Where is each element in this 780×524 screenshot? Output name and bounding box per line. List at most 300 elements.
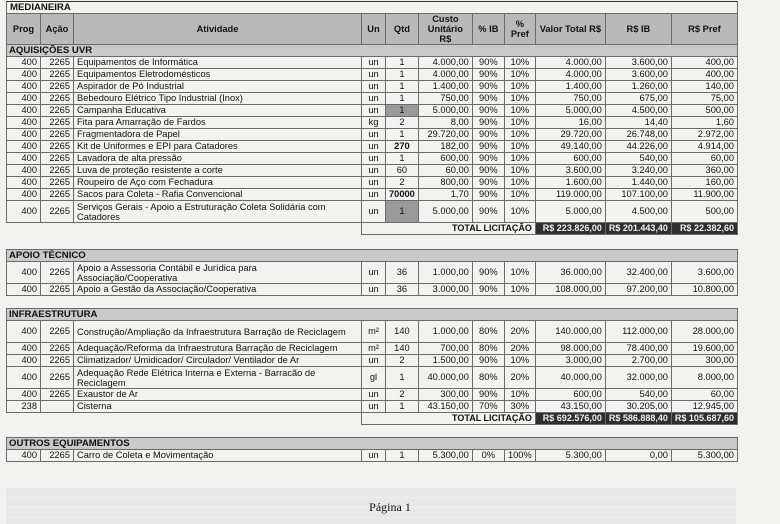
table-row (7, 69, 738, 81)
cell-valor-total: 36.000,00 (535, 262, 605, 284)
cell-valor-total: 5.300,00 (535, 450, 605, 462)
total-spacer (7, 413, 362, 425)
cell-atividade: Roupeiro de Aço com Fechadura (74, 177, 362, 189)
cell-qtd: 1 (386, 201, 419, 223)
cell-custo-unitario: 182,00 (418, 141, 472, 153)
cell-pct-ib: 90% (472, 57, 504, 69)
cell-prog: 238 (7, 401, 41, 413)
table-row (7, 355, 738, 367)
table-row (7, 321, 738, 343)
cell-un: un (362, 401, 386, 413)
cell-pct-ib: 90% (472, 389, 504, 401)
cell-qtd: 1 (386, 69, 419, 81)
cell-rs-ib: 97.200,00 (605, 284, 671, 296)
cell-rs-pref: 12.945,00 (671, 401, 737, 413)
cell-custo-unitario: 1,70 (418, 189, 472, 201)
cell-custo-unitario: 3.000,00 (418, 284, 472, 296)
cell-pct-pref: 20% (504, 343, 535, 355)
page-number: Página 1 (369, 500, 411, 514)
cell-pct-pref: 20% (504, 321, 535, 343)
cell-rs-ib: 107.100,00 (605, 189, 671, 201)
cell-custo-unitario: 600,00 (418, 153, 472, 165)
cell-un: un (362, 153, 386, 165)
cell-custo-unitario: 1.000,00 (418, 321, 472, 343)
cell-rs-pref: 140,00 (671, 81, 737, 93)
cell-qtd: 140 (386, 343, 419, 355)
cell-acao: 2265 (41, 81, 74, 93)
cell-atividade: Climatizador/ Umidicador/ Circulador/ Ventilador de Ar (74, 355, 362, 367)
table-row (7, 81, 738, 93)
cell-pct-pref: 100% (504, 450, 535, 462)
cell-pct-ib: 90% (472, 177, 504, 189)
cell-valor-total: 40.000,00 (535, 367, 605, 389)
cell-rs-pref: 60,00 (671, 153, 737, 165)
table-row (7, 389, 738, 401)
cell-un: un (362, 201, 386, 223)
cell-rs-pref: 1,60 (671, 117, 737, 129)
cell-custo-unitario: 5.000,00 (418, 201, 472, 223)
cell-prog: 400 (7, 367, 41, 389)
table-row (7, 129, 738, 141)
cell-custo-unitario: 29.720,00 (418, 129, 472, 141)
cell-un: un (362, 105, 386, 117)
cell-pct-ib: 90% (472, 153, 504, 165)
spacer-cell (7, 235, 738, 250)
cell-valor-total: 49.140,00 (535, 141, 605, 153)
cell-atividade: Equipamentos Eletrodomésticos (74, 69, 362, 81)
cell-acao: 2265 (41, 93, 74, 105)
cell-qtd: 2 (386, 355, 419, 367)
cell-pct-pref: 10% (504, 177, 535, 189)
cell-atividade: Exaustor de Ar (74, 389, 362, 401)
cell-un: un (362, 165, 386, 177)
cell-valor-total: 3.000,00 (535, 355, 605, 367)
cell-prog: 400 (7, 321, 41, 343)
cell-prog: 400 (7, 93, 41, 105)
cell-prog: 400 (7, 177, 41, 189)
total-rpref: R$ 105.687,60 (671, 413, 737, 425)
cell-acao: 2265 (41, 367, 74, 389)
section-header-row (7, 45, 738, 57)
cell-rs-ib: 675,00 (605, 93, 671, 105)
cell-atividade: Fita para Amarração de Fardos (74, 117, 362, 129)
section-title: INFRAESTRUTURA (7, 309, 738, 321)
cell-qtd: 140 (386, 321, 419, 343)
table-row (7, 284, 738, 296)
cell-un: un (362, 450, 386, 462)
cell-valor-total: 5.000,00 (535, 201, 605, 223)
cell-pct-ib: 0% (472, 450, 504, 462)
total-spacer (7, 223, 362, 235)
cell-rs-ib: 26.748,00 (605, 129, 671, 141)
cell-valor-total: 1.600,00 (535, 177, 605, 189)
cell-qtd: 1 (386, 153, 419, 165)
cell-custo-unitario: 8,00 (418, 117, 472, 129)
section-title: OUTROS EQUIPAMENTOS (7, 438, 738, 450)
cell-rs-pref: 4.914,00 (671, 141, 737, 153)
cell-pct-pref: 10% (504, 57, 535, 69)
cell-rs-pref: 400,00 (671, 57, 737, 69)
cell-atividade: Bebedouro Elétrico Tipo Industrial (Inox) (74, 93, 362, 105)
total-total: R$ 692.576,00 (535, 413, 605, 425)
cell-prog: 400 (7, 69, 41, 81)
cell-atividade: Construção/Ampliação da Infraestrutura Barração de Reciclagem (74, 321, 362, 343)
cell-custo-unitario: 43.150,00 (418, 401, 472, 413)
cell-rs-ib: 1.260,00 (605, 81, 671, 93)
cell-un: un (362, 189, 386, 201)
cell-qtd: 1 (386, 93, 419, 105)
section-spacer (7, 235, 738, 250)
cell-acao: 2265 (41, 201, 74, 223)
cell-pct-pref: 10% (504, 81, 535, 93)
cell-pct-pref: 10% (504, 105, 535, 117)
cell-qtd: 36 (386, 284, 419, 296)
cell-un: gl (362, 367, 386, 389)
cell-acao: 2265 (41, 57, 74, 69)
cell-atividade: Campanha Educativa (74, 105, 362, 117)
table-row (7, 57, 738, 69)
cell-un: un (362, 69, 386, 81)
cell-rs-pref: 2.972,00 (671, 129, 737, 141)
cell-acao: 2265 (41, 153, 74, 165)
cell-rs-pref: 160,00 (671, 177, 737, 189)
cell-qtd: 2 (386, 117, 419, 129)
cell-rs-ib: 32.400,00 (605, 262, 671, 284)
section-header-row (7, 309, 738, 321)
cell-atividade: Fragmentadora de Papel (74, 129, 362, 141)
cell-custo-unitario: 700,00 (418, 343, 472, 355)
document-title: MEDIANEIRA (7, 2, 738, 14)
cell-rs-pref: 500,00 (671, 105, 737, 117)
section-spacer (7, 425, 738, 438)
table-row (7, 401, 738, 413)
cell-atividade: Apoio a Gestão da Associação/Cooperativa (74, 284, 362, 296)
cell-un: m² (362, 321, 386, 343)
cell-rs-pref: 19.600,00 (671, 343, 737, 355)
cell-prog: 400 (7, 355, 41, 367)
header-custo-unitario: Custo Unitário R$ (418, 14, 472, 45)
cell-pct-ib: 90% (472, 117, 504, 129)
cell-rs-ib: 44.226,00 (605, 141, 671, 153)
cell-pct-pref: 10% (504, 201, 535, 223)
cell-un: un (362, 262, 386, 284)
cell-acao: 2265 (41, 177, 74, 189)
cell-atividade: Aspirador de Pó Industrial (74, 81, 362, 93)
budget-table (6, 1, 738, 462)
cell-un: m² (362, 343, 386, 355)
cell-atividade: Lavadora de alta pressão (74, 153, 362, 165)
cell-pct-ib: 90% (472, 69, 504, 81)
cell-pct-pref: 10% (504, 389, 535, 401)
cell-pct-ib: 80% (472, 321, 504, 343)
cell-prog: 400 (7, 153, 41, 165)
cell-valor-total: 4.000,00 (535, 57, 605, 69)
cell-atividade: Kit de Uniformes e EPI para Catadores (74, 141, 362, 153)
total-total: R$ 223.826,00 (535, 223, 605, 235)
cell-acao: 2265 (41, 189, 74, 201)
cell-acao: 2265 (41, 129, 74, 141)
cell-custo-unitario: 1.500,00 (418, 355, 472, 367)
cell-pct-ib: 90% (472, 355, 504, 367)
total-row (7, 413, 738, 425)
cell-rs-ib: 4.500,00 (605, 201, 671, 223)
cell-pct-pref: 10% (504, 355, 535, 367)
cell-qtd: 1 (386, 450, 419, 462)
section-title: APOIO TÉCNICO (7, 250, 738, 262)
cell-un: un (362, 355, 386, 367)
cell-pct-ib: 80% (472, 367, 504, 389)
cell-custo-unitario: 1.000,00 (418, 262, 472, 284)
cell-prog: 400 (7, 389, 41, 401)
cell-rs-ib: 32.000,00 (605, 367, 671, 389)
cell-rs-pref: 5.300,00 (671, 450, 737, 462)
cell-rs-ib: 3.600,00 (605, 57, 671, 69)
cell-pct-ib: 90% (472, 129, 504, 141)
cell-atividade: Apoio a Assessoria Contábil e Jurídica para Associação/Cooperativa (74, 262, 362, 284)
spacer-cell (7, 425, 738, 438)
cell-pct-ib: 90% (472, 201, 504, 223)
header-qtd: Qtd (386, 14, 419, 45)
cell-acao: 2265 (41, 117, 74, 129)
cell-atividade: Serviços Gerais - Apoio a Estruturação Coleta Solidária com Catadores (74, 201, 362, 223)
cell-acao: 2265 (41, 165, 74, 177)
cell-atividade: Sacos para Coleta - Rafia Convencional (74, 189, 362, 201)
cell-rs-pref: 8.000,00 (671, 367, 737, 389)
cell-pct-ib: 70% (472, 401, 504, 413)
cell-valor-total: 140.000,00 (535, 321, 605, 343)
cell-un: un (362, 129, 386, 141)
cell-prog: 400 (7, 57, 41, 69)
table-row (7, 177, 738, 189)
cell-un: un (362, 81, 386, 93)
section-header-row (7, 438, 738, 450)
cell-qtd: 270 (386, 141, 419, 153)
table-row (7, 450, 738, 462)
cell-prog: 400 (7, 141, 41, 153)
cell-valor-total: 43.150,00 (535, 401, 605, 413)
cell-pct-pref: 10% (504, 93, 535, 105)
cell-rs-pref: 75,00 (671, 93, 737, 105)
cell-rs-ib: 30.205,00 (605, 401, 671, 413)
cell-acao: 2265 (41, 262, 74, 284)
header-rs-pref: R$ Pref (671, 14, 737, 45)
cell-custo-unitario: 4.000,00 (418, 69, 472, 81)
cell-acao: 2265 (41, 389, 74, 401)
cell-qtd: 36 (386, 262, 419, 284)
cell-acao: 2265 (41, 450, 74, 462)
header-pct-pref: % Pref (504, 14, 535, 45)
table-row (7, 153, 738, 165)
cell-prog: 400 (7, 189, 41, 201)
header-valor-total: Valor Total R$ (535, 14, 605, 45)
cell-atividade: Cisterna (74, 401, 362, 413)
cell-custo-unitario: 5.000,00 (418, 105, 472, 117)
cell-custo-unitario: 60,00 (418, 165, 472, 177)
cell-valor-total: 108.000,00 (535, 284, 605, 296)
cell-rs-ib: 0,00 (605, 450, 671, 462)
table-row (7, 93, 738, 105)
header-un: Un (362, 14, 386, 45)
cell-custo-unitario: 800,00 (418, 177, 472, 189)
cell-acao: 2265 (41, 355, 74, 367)
total-rib: R$ 586.888,40 (605, 413, 671, 425)
cell-prog: 400 (7, 129, 41, 141)
cell-acao: 2265 (41, 69, 74, 81)
cell-qtd: 60 (386, 165, 419, 177)
cell-rs-ib: 3.600,00 (605, 69, 671, 81)
table-row (7, 105, 738, 117)
cell-pct-ib: 90% (472, 105, 504, 117)
cell-prog: 400 (7, 201, 41, 223)
cell-rs-ib: 540,00 (605, 153, 671, 165)
cell-prog: 400 (7, 165, 41, 177)
cell-atividade: Carro de Coleta e Movimentação (74, 450, 362, 462)
cell-prog: 400 (7, 81, 41, 93)
cell-custo-unitario: 5.300,00 (418, 450, 472, 462)
cell-prog: 400 (7, 117, 41, 129)
cell-rs-ib: 112.000,00 (605, 321, 671, 343)
table-row (7, 201, 738, 223)
header-pct-ib: % IB (472, 14, 504, 45)
cell-rs-ib: 1.440,00 (605, 177, 671, 189)
section-spacer (7, 296, 738, 309)
cell-valor-total: 16,00 (535, 117, 605, 129)
cell-qtd: 1 (386, 401, 419, 413)
cell-valor-total: 3.600,00 (535, 165, 605, 177)
cell-prog: 400 (7, 284, 41, 296)
cell-rs-pref: 60,00 (671, 389, 737, 401)
table-row (7, 117, 738, 129)
cell-rs-ib: 4.500,00 (605, 105, 671, 117)
cell-pct-ib: 90% (472, 165, 504, 177)
cell-pct-ib: 90% (472, 93, 504, 105)
table-row (7, 141, 738, 153)
cell-pct-pref: 10% (504, 141, 535, 153)
header-rs-ib: R$ IB (605, 14, 671, 45)
cell-un: un (362, 57, 386, 69)
cell-custo-unitario: 300,00 (418, 389, 472, 401)
cell-rs-pref: 11.900,00 (671, 189, 737, 201)
cell-un: un (362, 177, 386, 189)
cell-acao (41, 401, 74, 413)
header-atividade: Atividade (74, 14, 362, 45)
table-row (7, 367, 738, 389)
cell-pct-pref: 10% (504, 69, 535, 81)
cell-pct-ib: 90% (472, 141, 504, 153)
cell-rs-pref: 10.800,00 (671, 284, 737, 296)
cell-pct-pref: 10% (504, 262, 535, 284)
cell-pct-ib: 90% (472, 81, 504, 93)
spacer-cell (7, 296, 738, 309)
cell-acao: 2265 (41, 105, 74, 117)
cell-custo-unitario: 40.000,00 (418, 367, 472, 389)
document-title-row (7, 2, 738, 14)
cell-pct-pref: 10% (504, 117, 535, 129)
cell-rs-ib: 14,40 (605, 117, 671, 129)
cell-valor-total: 4.000,00 (535, 69, 605, 81)
cell-qtd: 1 (386, 105, 419, 117)
cell-qtd: 1 (386, 81, 419, 93)
cell-qtd: 2 (386, 389, 419, 401)
cell-valor-total: 119.000,00 (535, 189, 605, 201)
cell-acao: 2265 (41, 321, 74, 343)
cell-qtd: 1 (386, 57, 419, 69)
cell-pct-pref: 10% (504, 153, 535, 165)
table-row (7, 343, 738, 355)
cell-prog: 400 (7, 262, 41, 284)
cell-rs-ib: 78.400,00 (605, 343, 671, 355)
cell-rs-ib: 540,00 (605, 389, 671, 401)
cell-qtd: 1 (386, 367, 419, 389)
cell-rs-pref: 360,00 (671, 165, 737, 177)
cell-un: kg (362, 117, 386, 129)
cell-rs-ib: 3.240,00 (605, 165, 671, 177)
cell-atividade: Luva de proteção resistente a corte (74, 165, 362, 177)
total-rib: R$ 201.443,40 (605, 223, 671, 235)
cell-rs-pref: 28.000,00 (671, 321, 737, 343)
cell-valor-total: 1.400,00 (535, 81, 605, 93)
cell-rs-pref: 300,00 (671, 355, 737, 367)
total-row (7, 223, 738, 235)
table-row (7, 262, 738, 284)
table-row (7, 165, 738, 177)
cell-atividade: Adequação Rede Elétrica Interna e Externa - Barracão de Reciclagem (74, 367, 362, 389)
cell-un: un (362, 141, 386, 153)
cell-custo-unitario: 4.000,00 (418, 57, 472, 69)
cell-valor-total: 98.000,00 (535, 343, 605, 355)
cell-pct-pref: 10% (504, 165, 535, 177)
cell-prog: 400 (7, 343, 41, 355)
header-acao: Ação (41, 14, 74, 45)
cell-valor-total: 29.720,00 (535, 129, 605, 141)
cell-atividade: Adequação/Reforma da Infraestrutura Barração de Reciclagem (74, 343, 362, 355)
cell-rs-pref: 3.600,00 (671, 262, 737, 284)
cell-qtd: 1 (386, 129, 419, 141)
cell-pct-ib: 90% (472, 189, 504, 201)
cell-pct-ib: 90% (472, 262, 504, 284)
table-row (7, 189, 738, 201)
cell-un: un (362, 389, 386, 401)
section-title: AQUISIÇÕES UVR (7, 45, 738, 57)
column-header-row (7, 14, 738, 45)
cell-valor-total: 750,00 (535, 93, 605, 105)
total-rpref: R$ 22.382,60 (671, 223, 737, 235)
total-label: TOTAL LICITAÇÃO (362, 413, 536, 425)
cell-pct-pref: 10% (504, 284, 535, 296)
cell-rs-pref: 500,00 (671, 201, 737, 223)
section-header-row (7, 250, 738, 262)
cell-atividade: Equipamentos de Informática (74, 57, 362, 69)
cell-acao: 2265 (41, 141, 74, 153)
cell-pct-pref: 30% (504, 401, 535, 413)
cell-acao: 2265 (41, 284, 74, 296)
cell-prog: 400 (7, 450, 41, 462)
cell-qtd: 2 (386, 177, 419, 189)
cell-un: un (362, 93, 386, 105)
cell-pct-pref: 10% (504, 129, 535, 141)
cell-pct-ib: 90% (472, 284, 504, 296)
cell-custo-unitario: 750,00 (418, 93, 472, 105)
cell-pct-pref: 10% (504, 189, 535, 201)
cell-custo-unitario: 1.400,00 (418, 81, 472, 93)
cell-acao: 2265 (41, 343, 74, 355)
cell-valor-total: 600,00 (535, 389, 605, 401)
cell-rs-ib: 2.700,00 (605, 355, 671, 367)
cell-pct-pref: 20% (504, 367, 535, 389)
cell-prog: 400 (7, 105, 41, 117)
header-prog: Prog (7, 14, 41, 45)
cell-rs-pref: 400,00 (671, 69, 737, 81)
